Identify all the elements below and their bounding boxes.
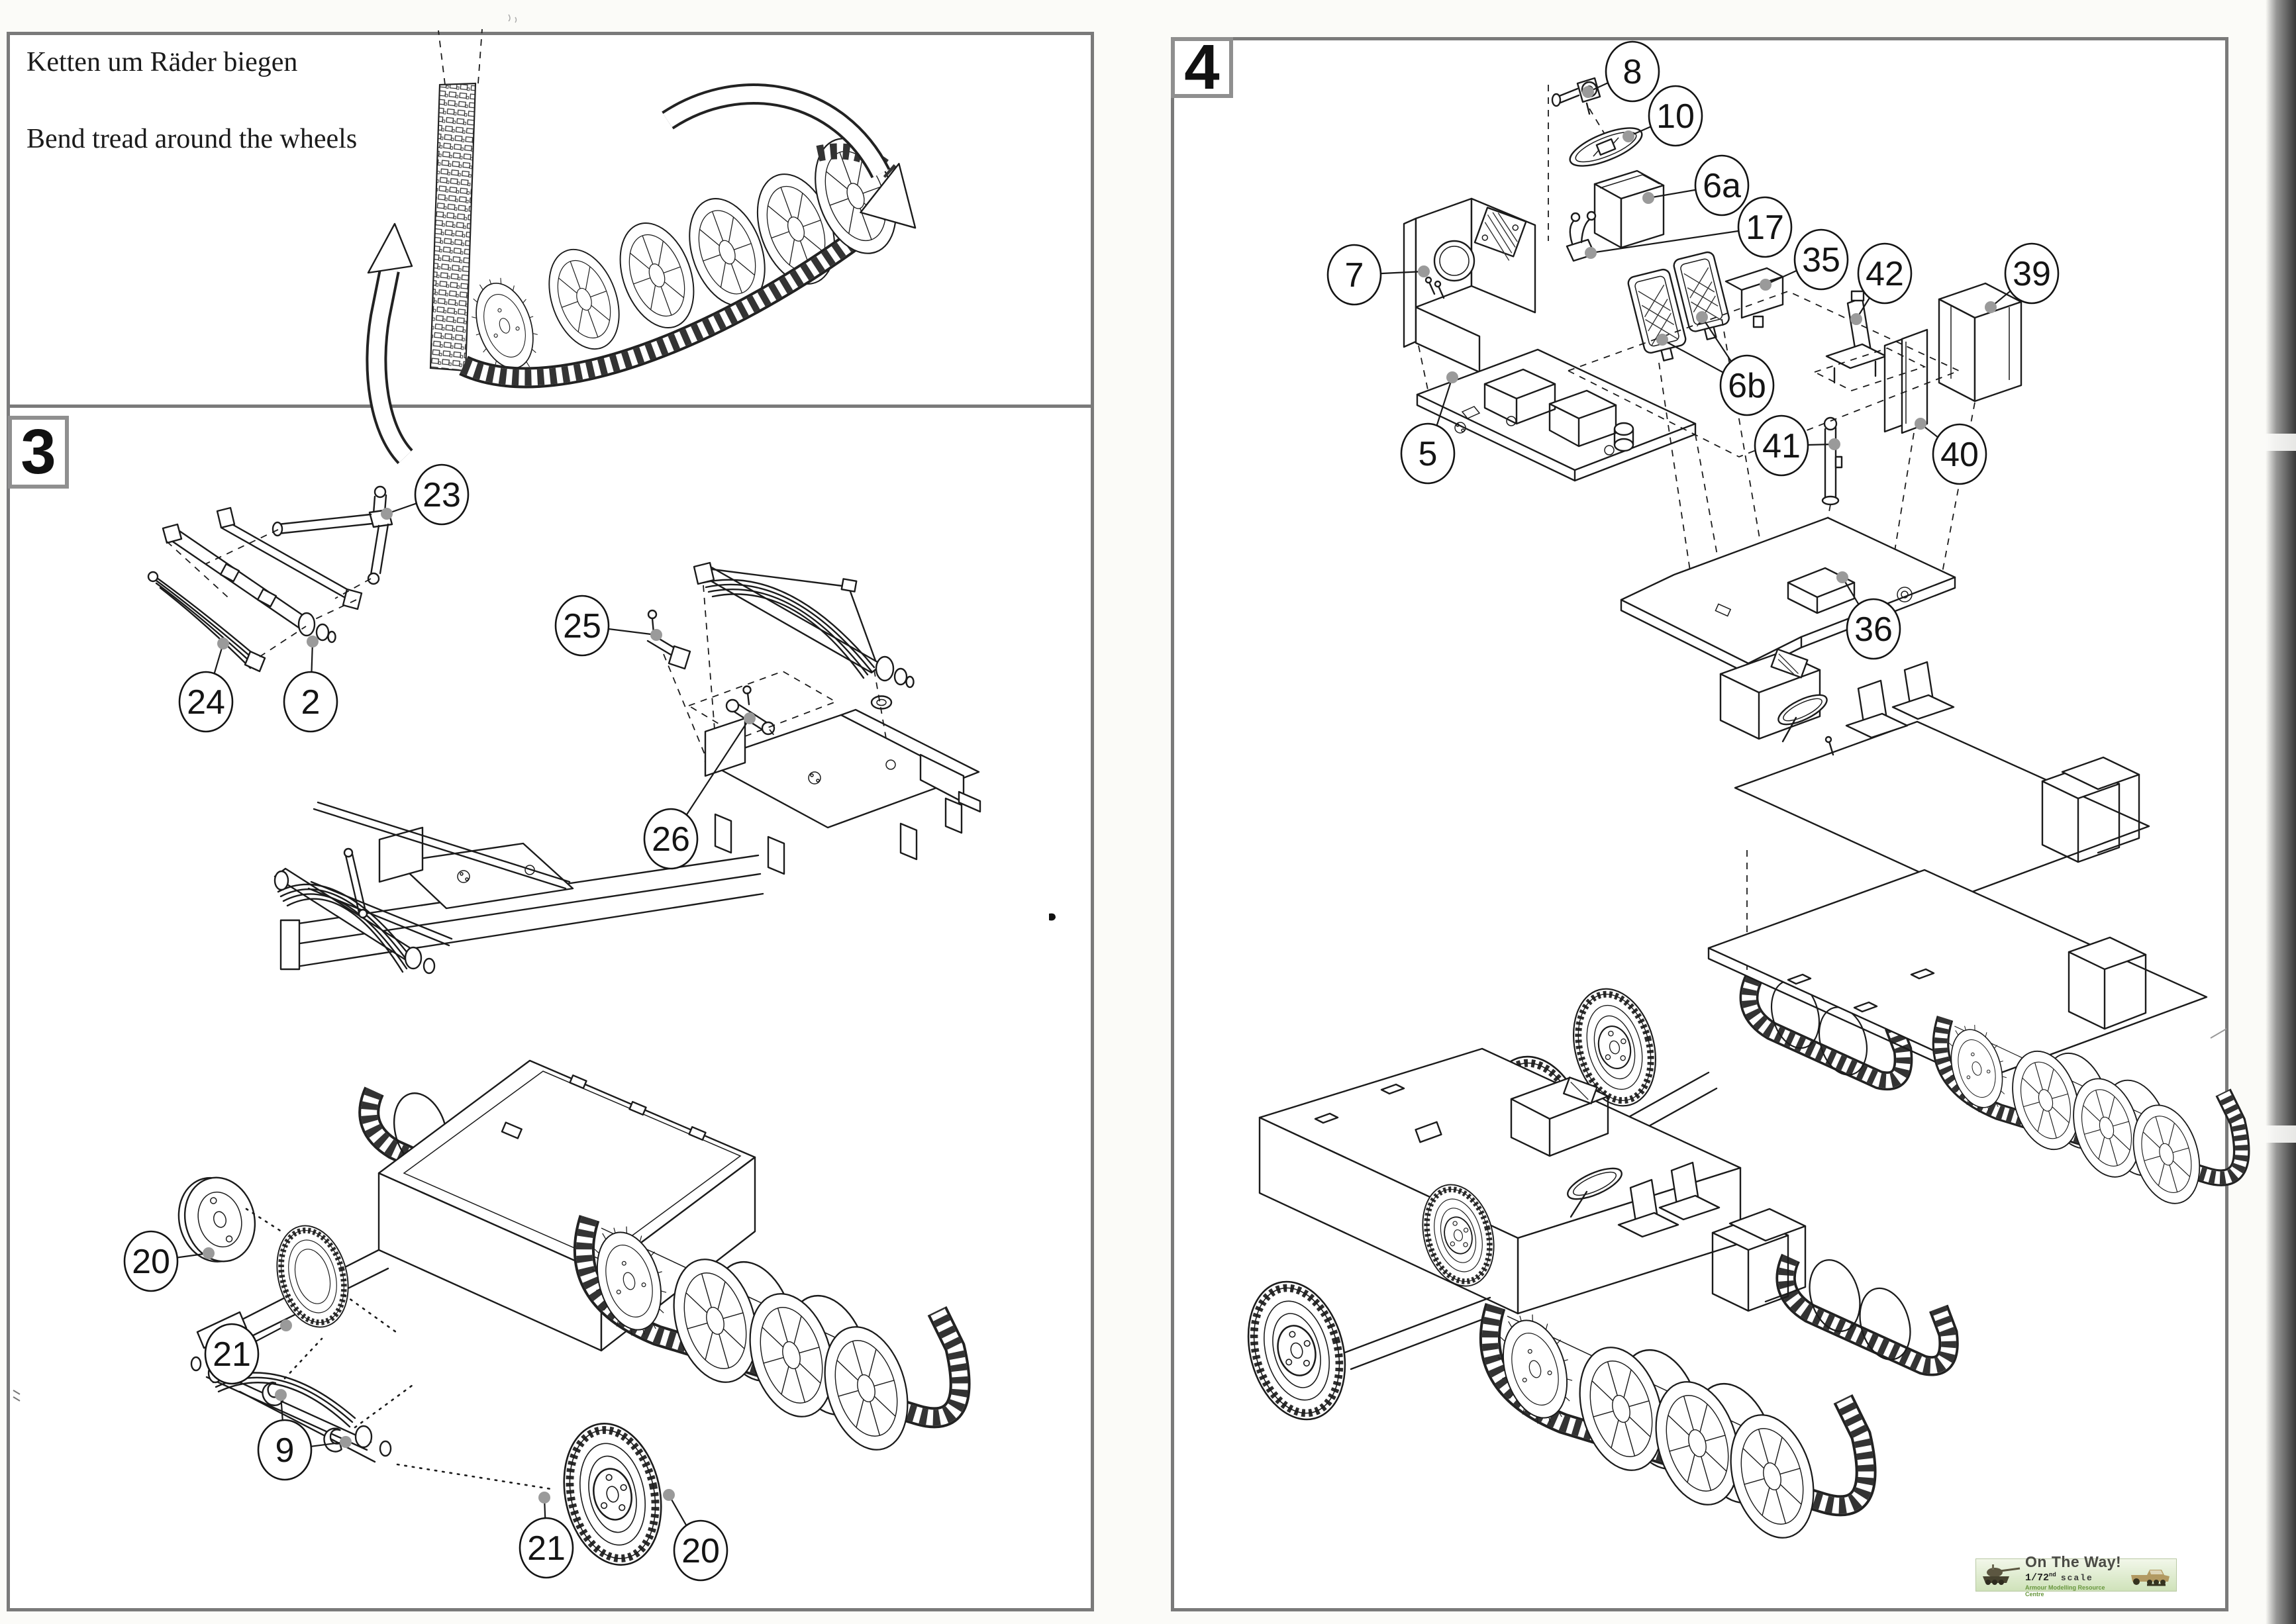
svg-text:23: 23	[423, 476, 461, 514]
halftrack-logo-icon	[2127, 1562, 2172, 1588]
svg-text:7: 7	[1344, 256, 1364, 295]
callout-20	[663, 1489, 727, 1580]
callout-25	[556, 596, 662, 655]
logo-title: On The Way!	[2025, 1552, 2122, 1570]
svg-text:20: 20	[681, 1532, 720, 1570]
svg-text:5: 5	[1418, 435, 1438, 473]
svg-text:6a: 6a	[1703, 167, 1741, 205]
svg-text:24: 24	[187, 683, 225, 722]
step-3-number: 3	[21, 416, 56, 487]
callout-17	[1585, 197, 1791, 259]
on-the-way-logo: On The Way! 1/72nd scale Armour Modelling Resource Centre	[1975, 1558, 2177, 1592]
callout-8	[1582, 42, 1659, 101]
logo-scale: 1/72nd	[2025, 1571, 2056, 1584]
callout-20	[125, 1231, 215, 1291]
instruction-line-en: Bend tread around the wheels	[26, 123, 358, 154]
callout-21	[205, 1319, 292, 1384]
callout-41	[1755, 416, 1840, 475]
svg-text:35: 35	[1802, 241, 1840, 279]
svg-text:26: 26	[652, 820, 690, 859]
callout-6a	[1642, 156, 1748, 215]
svg-text:39: 39	[2013, 255, 2051, 293]
svg-text:25: 25	[563, 607, 601, 645]
svg-text:21: 21	[527, 1529, 566, 1568]
svg-text:10: 10	[1656, 97, 1695, 136]
svg-text:21: 21	[213, 1335, 251, 1374]
callout-40	[1915, 418, 1986, 484]
callout-23	[381, 465, 468, 524]
tank-logo-icon	[1980, 1562, 2021, 1588]
callout-2	[284, 636, 337, 732]
callout-7	[1328, 245, 1430, 305]
callout-21	[520, 1492, 573, 1578]
svg-text:6b: 6b	[1728, 367, 1766, 405]
svg-text:20: 20	[132, 1243, 170, 1281]
logo-subtitle: Armour Modelling Resource Centre	[2025, 1584, 2105, 1598]
callout-39	[1985, 244, 2058, 313]
callout-5	[1401, 371, 1458, 483]
svg-text:8: 8	[1622, 53, 1642, 91]
svg-text:9: 9	[275, 1431, 295, 1470]
svg-text:2: 2	[301, 683, 321, 722]
callout-24	[179, 638, 232, 732]
callout-6b	[1656, 311, 1773, 415]
step-4-number: 4	[1184, 32, 1220, 103]
instruction-line-de: Ketten um Räder biegen	[26, 47, 298, 77]
callout-9	[258, 1389, 352, 1480]
svg-text:42: 42	[1866, 255, 1904, 293]
svg-text:17: 17	[1746, 209, 1784, 247]
svg-text:40: 40	[1940, 436, 1979, 474]
callout-26	[644, 712, 756, 869]
svg-text:41: 41	[1762, 427, 1801, 465]
svg-text:36: 36	[1854, 610, 1893, 649]
callout-42	[1850, 244, 1911, 325]
callout-36	[1836, 571, 1900, 659]
